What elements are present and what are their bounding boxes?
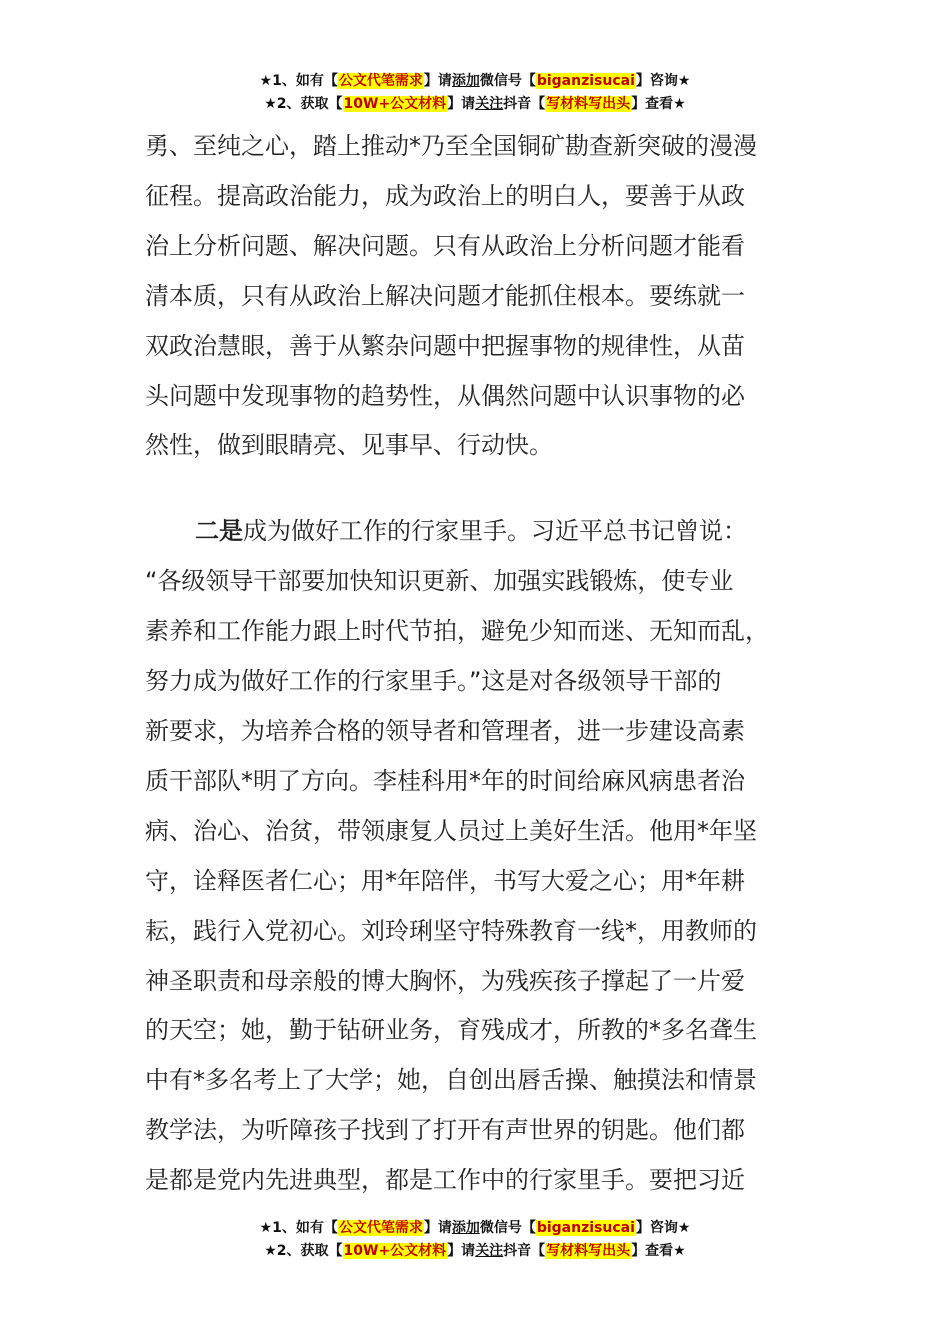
text-line: 耘，践行入党初心。刘玲琍坚守特殊教育一线*，用教师的 xyxy=(145,916,757,945)
banner-underlined: 关注 xyxy=(475,96,504,112)
banner-highlight: 10W+公文材料 xyxy=(343,1243,447,1259)
text-line: 头问题中发现事物的趋势性，从偶然问题中认识事物的必 xyxy=(145,381,745,410)
paragraph-2 xyxy=(145,507,805,1206)
banner-underlined: 添加 xyxy=(451,1220,480,1236)
paragraph-lead: 二是 xyxy=(195,517,243,546)
banner-line-2 xyxy=(0,1240,950,1263)
banner-text: 抖音【 xyxy=(503,96,546,112)
banner-text: 】查看★ xyxy=(631,96,686,112)
text-line: 治上分析问题、解决问题。只有从政治上分析问题才能看 xyxy=(145,231,745,260)
text-line xyxy=(145,507,805,557)
wechat-id-highlight: biganzisucai xyxy=(536,1220,635,1236)
banner-highlight: 10W+公文材料 xyxy=(343,96,447,112)
text-line: 然性，做到眼睛亮、见事早、行动快。 xyxy=(145,431,553,460)
text-line: 的天空；她，勤于钻研业务，育残成才，所教的*多名聋生 xyxy=(145,1016,757,1045)
text-line: 守，诠释医者仁心；用*年陪伴，书写大爱之心；用*年耕 xyxy=(145,866,745,895)
douyin-highlight: 写材料写出头 xyxy=(546,1243,631,1259)
text-line: 教学法，为听障孩子找到了打开有声世界的钥匙。他们都 xyxy=(145,1116,745,1145)
banner-text: 】请 xyxy=(447,1243,476,1259)
banner-text: 】请 xyxy=(423,1220,452,1236)
paragraph-lead-text: 成为做好工作的行家里手。习近平总书记曾说： xyxy=(243,517,747,546)
header-banner xyxy=(0,70,950,116)
document-body xyxy=(145,122,805,1206)
text-line: 新要求，为培养合格的领导者和管理者，进一步建设高素 xyxy=(145,716,745,745)
text-line: 素养和工作能力跟上时代节拍，避免少知而迷、无知而乱， xyxy=(145,617,769,646)
banner-line-1 xyxy=(0,1217,950,1240)
banner-text: 】咨询★ xyxy=(635,73,691,89)
banner-highlight: 公文代笔需求 xyxy=(338,73,423,89)
banner-text: ★1、如有【 xyxy=(259,1220,338,1236)
banner-text: 】请 xyxy=(423,73,452,89)
text-line: 勇、至纯之心，踏上推动*乃至全国铜矿勘查新突破的漫漫 xyxy=(145,132,757,160)
banner-text: 抖音【 xyxy=(503,1243,546,1259)
banner-text: 】咨询★ xyxy=(635,1220,691,1236)
banner-text: 微信号【 xyxy=(479,1220,536,1236)
banner-text: 微信号【 xyxy=(479,73,536,89)
banner-underlined: 关注 xyxy=(475,1243,504,1259)
banner-highlight: 公文代笔需求 xyxy=(338,1220,423,1236)
banner-text: 】查看★ xyxy=(631,1243,686,1259)
text-line: 病、治心、治贫，带领康复人员过上美好生活。他用*年坚 xyxy=(145,816,757,845)
banner-text: 】请 xyxy=(447,96,476,112)
banner-underlined: 添加 xyxy=(451,73,480,89)
banner-text: ★2、获取【 xyxy=(264,96,343,112)
paragraph-spacer xyxy=(145,471,805,507)
banner-text: ★2、获取【 xyxy=(264,1243,343,1259)
text-line: 神圣职责和母亲般的博大胸怀，为残疾孩子撑起了一片爱 xyxy=(145,966,745,995)
footer-banner xyxy=(0,1217,950,1263)
banner-text: ★1、如有【 xyxy=(259,73,338,89)
text-line: 努力成为做好工作的行家里手。”这是对各级领导干部的 xyxy=(145,667,722,696)
banner-line-2 xyxy=(0,93,950,116)
text-line: 双政治慧眼，善于从繁杂问题中把握事物的规律性，从苗 xyxy=(145,331,745,360)
text-line: 中有*多名考上了大学；她，自创出唇舌操、触摸法和情景 xyxy=(145,1066,757,1095)
douyin-highlight: 写材料写出头 xyxy=(546,96,631,112)
text-line: 征程。提高政治能力，成为政治上的明白人，要善于从政 xyxy=(145,181,745,210)
text-line: “各级领导干部要加快知识更新、加强实践锻炼，使专业 xyxy=(145,567,734,596)
banner-line-1 xyxy=(0,70,950,93)
text-line: 是都是党内先进典型，都是工作中的行家里手。要把习近 xyxy=(145,1166,745,1195)
paragraph-1 xyxy=(145,122,805,471)
text-line: 质干部队*明了方向。李桂科用*年的时间给麻风病患者治 xyxy=(145,766,745,795)
wechat-id-highlight: biganzisucai xyxy=(536,73,635,89)
text-line: 清本质，只有从政治上解决问题才能抓住根本。要练就一 xyxy=(145,281,745,310)
